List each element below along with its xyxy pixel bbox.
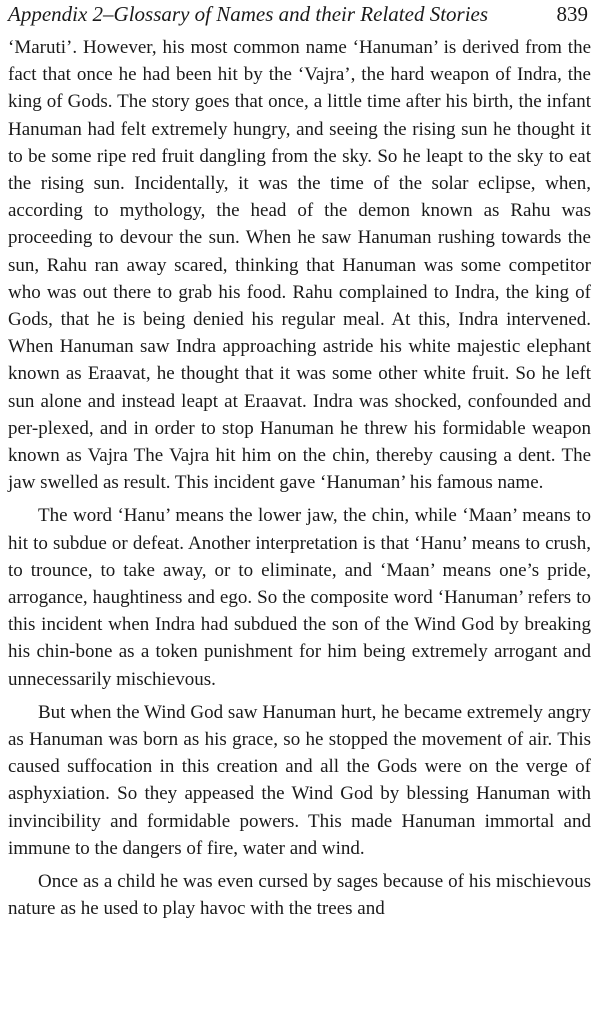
body-text (8, 34, 591, 923)
page-number: 839 (556, 2, 588, 26)
paragraph-continued: ‘Maruti’. However, his most common name ‘Hanuman’ is derived from the fact that once he had been hit by the ‘Vajra’, the hard weapon of Indra, the king of Gods. The story goes that once, a little time after his birth, the infant Hanuman had felt extremely hungry, and seeing the rising sun he thought it to be some ripe red fruit dangling from the sky. So he leapt to the sky to eat the rising sun. Incidentally, it was the time of the solar eclipse, when, according to mythology, the head of the demon known as Rahu was proceeding to devour the sun. When he saw Hanuman rushing towards the sun, Rahu ran away scared, thinking that Hanuman was some competitor who was out there to grab his food. Rahu complained to Indra, the king of Gods, that he is being denied his regular meal. At this, Indra intervened. When Hanuman saw Indra approaching astride his white majestic elephant known as Eraavat, he thought that it was some other white fruit. So he left sun alone and instead leapt at Eraavat. Indra was shocked, confounded and per-plexed, and in order to stop Hanuman he threw his formidable weapon known as Vajra The Vajra hit him on the chin, thereby causing a dent. The jaw swelled as result. This incident gave ‘Hanuman’ his famous name. (8, 37, 591, 494)
running-header (8, 0, 591, 30)
paragraph: Once as a child he was even cursed by sages because of his mischievous nature as he used to play havoc with the trees and (8, 871, 591, 920)
running-header-title: Appendix 2–Glossary of Names and their Related Stories (8, 2, 489, 26)
paragraph: The word ‘Hanu’ means the lower jaw, the chin, while ‘Maan’ means to hit to subdue or defeat. Another interpretation is that ‘Hanu’ means to crush, to trounce, to take away, or to eliminate, and ‘Maan’ means one’s pride, arrogance, haughtiness and ego. So the composite word ‘Hanuman’ refers to this incident when Indra had subdued the son of the Wind God by breaking his chin-bone as a token punishment for him being extremely arrogant and unnecessarily mischievous. (8, 505, 591, 690)
paragraph: But when the Wind God saw Hanuman hurt, he became extremely angry as Hanuman was born as his grace, so he stopped the movement of air. This caused suffocation in this creation and all the Gods were on the verge of asphyxiation. So they appeased the Wind God by blessing Hanuman with invincibility and formidable powers. This made Hanuman immortal and immune to the dangers of fire, water and wind. (8, 701, 591, 859)
